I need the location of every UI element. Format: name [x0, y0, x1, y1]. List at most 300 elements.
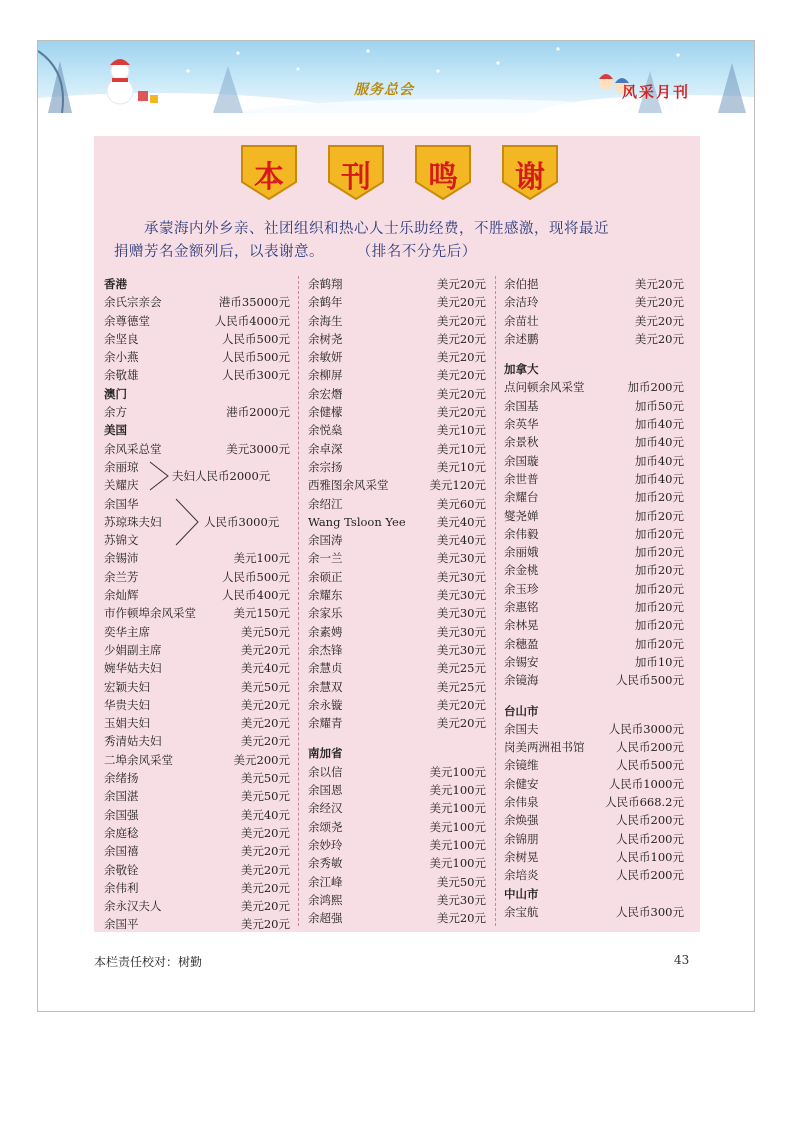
donation-entry	[104, 586, 290, 604]
donation-amount: 美元20元	[240, 697, 290, 712]
donation-amount: 美元10元	[436, 441, 486, 456]
donation-entry	[104, 861, 290, 879]
donation-amount: 人民币300元	[616, 904, 684, 919]
donation-entry	[504, 671, 684, 689]
donor-name: 余国禧	[104, 844, 139, 859]
donor-name: 苏锦文	[104, 533, 139, 548]
donor-name: 余方	[104, 405, 127, 420]
donation-amount: 人民币1000元	[608, 776, 684, 791]
donation-entry	[104, 623, 290, 641]
donation-entry	[104, 403, 290, 421]
donation-amount: 加币20元	[634, 618, 684, 633]
donation-amount: 美元20元	[240, 917, 290, 932]
title-banner	[240, 144, 560, 202]
donor-name: 奕华主席	[104, 624, 150, 639]
donation-amount: 美元40元	[436, 514, 486, 529]
donation-entry	[308, 403, 486, 421]
donor-name: 余敏妍	[308, 350, 343, 365]
donation-amount: 美元30元	[436, 642, 486, 657]
donation-entry	[504, 312, 684, 330]
region-heading: 台山市	[504, 703, 539, 718]
donation-amount: 美元25元	[436, 679, 486, 694]
donation-entry	[308, 531, 486, 549]
donor-name: 余永镟	[308, 697, 343, 712]
donation-amount: 美元20元	[436, 911, 486, 926]
donation-amount: 美元20元	[634, 313, 684, 328]
donation-amount: 人民币200元	[616, 740, 684, 755]
donor-name: 余镜海	[504, 673, 539, 688]
donation-entry	[308, 696, 486, 714]
donation-entry	[104, 879, 290, 897]
donation-amount: 美元20元	[634, 295, 684, 310]
donor-name: 余永汉夫人	[104, 899, 162, 914]
donor-name: 余颂尧	[308, 819, 343, 834]
donation-entry	[308, 836, 486, 854]
donation-amount: 美元20元	[436, 386, 486, 401]
donation-amount: 美元20元	[436, 368, 486, 383]
donation-amount: 港币35000元	[218, 295, 290, 310]
donation-amount: 人民币400元	[222, 588, 290, 603]
donation-amount: 美元100元	[429, 819, 486, 834]
brace-icon	[148, 458, 172, 494]
donor-name: 余述鹏	[504, 331, 539, 346]
donation-amount: 加币10元	[634, 654, 684, 669]
donation-entry	[504, 470, 684, 488]
donation-entry	[104, 568, 290, 586]
donation-entry	[104, 604, 290, 622]
donation-amount: 美元50元	[240, 771, 290, 786]
donation-entry	[504, 543, 684, 561]
donation-amount: 加币40元	[634, 471, 684, 486]
donor-name: 余经汉	[308, 801, 343, 816]
title-char: 刊	[341, 160, 371, 195]
donation-entry	[504, 616, 684, 634]
donor-name: 华贵夫妇	[104, 697, 150, 712]
donation-entry	[308, 623, 486, 641]
donation-amount: 美元30元	[436, 588, 486, 603]
donation-entry	[504, 635, 684, 653]
region-heading: 南加省	[308, 746, 343, 761]
donation-amount: 美元25元	[436, 661, 486, 676]
donation-entry	[104, 549, 290, 567]
donor-name: 余风采总堂	[104, 441, 162, 456]
donation-entry	[308, 293, 486, 311]
donation-amount: 美元50元	[436, 874, 486, 889]
donation-amount: 人民币200元	[616, 813, 684, 828]
donor-name: 余锡安	[504, 654, 539, 669]
donation-amount: 美元100元	[429, 801, 486, 816]
donation-amount: 美元3000元	[226, 441, 290, 456]
donation-entry	[308, 495, 486, 513]
column-divider	[495, 276, 496, 926]
donor-name: 余国夫	[504, 721, 539, 736]
donation-entry	[308, 678, 486, 696]
donor-name: 余素娉	[308, 624, 343, 639]
donation-entry	[104, 348, 290, 366]
donor-name: 宏颖夫妇	[104, 679, 150, 694]
donation-amount: 加币20元	[634, 490, 684, 505]
donation-amount: 美元20元	[240, 734, 290, 749]
donation-entry	[308, 781, 486, 799]
donor-name: 余绪扬	[104, 771, 139, 786]
donor-name: 余国湛	[104, 789, 139, 804]
donor-name: 余镜维	[504, 758, 539, 773]
donation-entry	[504, 848, 684, 866]
donation-entry	[104, 312, 290, 330]
title-char: 鸣	[428, 160, 458, 195]
donation-amount: 港币2000元	[226, 405, 290, 420]
proofreader-credit: 本栏责任校对：树勤	[94, 955, 203, 969]
intro-line-2: 捐赠芳名金额列后，以表谢意。	[114, 244, 324, 260]
donation-entry	[104, 769, 290, 787]
donor-name: 余宏熸	[308, 386, 343, 401]
donation-entry	[504, 397, 684, 415]
donation-entry	[308, 854, 486, 872]
donor-name: 余鹤年	[308, 295, 343, 310]
donor-name: 余玉珍	[504, 581, 539, 596]
donation-amount: 人民币300元	[222, 368, 290, 383]
donation-entry	[308, 641, 486, 659]
donation-amount: 美元20元	[436, 350, 486, 365]
donation-amount: 美元100元	[429, 783, 486, 798]
donation-entry	[504, 452, 684, 470]
donation-entry	[504, 433, 684, 451]
donor-name: 余健檬	[308, 405, 343, 420]
donation-amount: 人民币3000元	[204, 514, 280, 529]
donation-amount: 加币20元	[634, 545, 684, 560]
donation-amount: 美元20元	[436, 277, 486, 291]
donor-column-1	[104, 275, 290, 934]
donor-name: 余伯挹	[504, 277, 539, 291]
donation-amount: 美元50元	[240, 624, 290, 639]
donor-name: 余培炎	[504, 868, 539, 883]
donor-name: 余焕强	[504, 813, 539, 828]
magazine-title: 风采月刊	[622, 83, 691, 101]
donation-entry	[308, 873, 486, 891]
donation-entry	[504, 653, 684, 671]
intro-paragraph	[114, 218, 684, 264]
donor-name: 余小燕	[104, 350, 139, 365]
donation-entry	[504, 598, 684, 616]
donor-name: Wang Tsloon Yee	[308, 514, 406, 529]
region-heading: 澳门	[104, 386, 127, 401]
donation-entry	[104, 897, 290, 915]
donor-name: 余耀青	[308, 716, 343, 731]
donation-amount: 加币20元	[634, 581, 684, 596]
donation-amount: 美元40元	[240, 661, 290, 676]
donation-amount: 美元20元	[240, 844, 290, 859]
title-char-badge	[414, 144, 472, 200]
donor-name: 余慧贞	[308, 661, 343, 676]
donation-amount: 人民币500元	[222, 331, 290, 346]
donor-name: 余锦朋	[504, 831, 539, 846]
donation-amount: 夫妇人民币2000元	[172, 468, 271, 483]
donation-amount: 美元20元	[436, 697, 486, 712]
donation-entry	[504, 507, 684, 525]
donor-name: 余宗扬	[308, 459, 343, 474]
donation-amount: 美元20元	[240, 880, 290, 895]
donation-entry	[308, 366, 486, 384]
donation-entry	[104, 787, 290, 805]
donation-entry	[104, 732, 290, 750]
donor-name: 余氏宗亲会	[104, 295, 162, 310]
donation-amount: 美元40元	[436, 533, 486, 548]
donation-amount: 美元100元	[429, 764, 486, 779]
donation-amount: 美元20元	[634, 277, 684, 291]
donor-name: 余慧双	[308, 679, 343, 694]
donation-amount: 人民币3000元	[608, 721, 684, 736]
donor-name: 余卓深	[308, 441, 343, 456]
page-number: 43	[674, 953, 690, 967]
donation-amount: 美元20元	[240, 642, 290, 657]
donor-name: 余健安	[504, 776, 539, 791]
title-char-badge	[240, 144, 298, 200]
donor-name: 余树尧	[308, 331, 343, 346]
donation-amount: 加币50元	[634, 398, 684, 413]
donor-name: 余硕正	[308, 569, 343, 584]
donor-name: 余伟毅	[504, 526, 539, 541]
donation-entry	[308, 385, 486, 403]
donor-name: 秀清姑夫妇	[104, 734, 162, 749]
section-title: 服务总会	[354, 82, 414, 98]
donation-entry	[504, 378, 684, 396]
donation-entry	[308, 513, 486, 531]
region-heading: 美国	[104, 423, 127, 438]
donation-entry	[504, 720, 684, 738]
donation-amount: 美元50元	[240, 789, 290, 804]
donation-amount: 美元10元	[436, 459, 486, 474]
magazine-page	[37, 40, 755, 1012]
donation-amount: 美元20元	[240, 899, 290, 914]
donation-entry	[104, 293, 290, 311]
donor-name: 余庭稔	[104, 825, 139, 840]
region-heading: 中山市	[504, 886, 539, 901]
donation-amount: 加币40元	[634, 435, 684, 450]
couple-donation-entry	[104, 495, 290, 550]
donation-entry	[104, 641, 290, 659]
brace-icon	[174, 495, 204, 549]
donation-amount: 美元20元	[436, 295, 486, 310]
donation-entry	[308, 586, 486, 604]
donor-name: 苏琼珠夫妇	[104, 514, 162, 529]
title-char-badge	[327, 144, 385, 200]
donor-name: 余伟利	[104, 880, 139, 895]
donation-entry	[308, 275, 486, 293]
donation-entry	[104, 678, 290, 696]
donation-amount: 美元20元	[436, 405, 486, 420]
donation-amount: 美元30元	[436, 892, 486, 907]
donor-name: 余英华	[504, 417, 539, 432]
donation-entry	[308, 421, 486, 439]
donation-amount: 加币20元	[634, 526, 684, 541]
donor-name: 岗美两洲祖书馆	[504, 740, 585, 755]
donation-entry	[104, 751, 290, 769]
donation-amount: 美元100元	[429, 837, 486, 852]
donation-entry	[104, 696, 290, 714]
donation-entry	[308, 458, 486, 476]
donation-amount: 人民币668.2元	[605, 795, 684, 810]
donation-entry	[504, 775, 684, 793]
donation-amount: 加币40元	[634, 453, 684, 468]
donation-entry	[504, 866, 684, 884]
donation-entry	[104, 440, 290, 458]
donation-amount: 美元20元	[436, 331, 486, 346]
donor-name: 余灿辉	[104, 588, 139, 603]
donation-amount: 加币20元	[634, 563, 684, 578]
donation-entry	[504, 811, 684, 829]
donation-amount: 加币20元	[634, 508, 684, 523]
donor-name: 余国璇	[504, 453, 539, 468]
donation-amount: 美元30元	[436, 551, 486, 566]
donation-amount: 美元20元	[634, 331, 684, 346]
donation-entry	[308, 714, 486, 732]
donation-entry	[504, 738, 684, 756]
donation-amount: 美元30元	[436, 569, 486, 584]
donation-amount: 人民币200元	[616, 831, 684, 846]
donor-name: 余江峰	[308, 874, 343, 889]
donation-entry	[308, 568, 486, 586]
donor-name: 玉娟夫妇	[104, 716, 150, 731]
intro-line-1: 承蒙海内外乡亲、社团组织和热心人士乐助经费，不胜感激，现将最近	[144, 221, 609, 237]
donor-name: 余丽琼	[104, 459, 139, 474]
donation-amount: 美元150元	[233, 606, 290, 621]
donor-name: 余以信	[308, 764, 343, 779]
donation-entry	[504, 488, 684, 506]
donor-name: 余绍江	[308, 496, 343, 511]
donor-name: 余宝航	[504, 904, 539, 919]
couple-donation-entry	[104, 458, 290, 495]
donation-amount: 美元120元	[429, 478, 486, 493]
donation-entry	[308, 799, 486, 817]
donor-column-3	[504, 275, 684, 921]
donor-name: 余兰芳	[104, 569, 139, 584]
donation-entry	[504, 293, 684, 311]
ordering-note: （排名不分先后）	[364, 244, 477, 260]
donor-name: 余伟泉	[504, 795, 539, 810]
donor-name: 余金桃	[504, 563, 539, 578]
donation-entry	[504, 830, 684, 848]
donor-name: 余苗壮	[504, 313, 539, 328]
title-char-badge	[501, 144, 559, 200]
donation-entry	[308, 549, 486, 567]
donor-name: 余树晃	[504, 849, 539, 864]
donor-name: 市作顿埠余风采堂	[104, 606, 196, 621]
donation-amount: 美元20元	[240, 862, 290, 877]
donor-name: 余敬铨	[104, 862, 139, 877]
donation-amount: 美元60元	[436, 496, 486, 511]
donation-amount: 人民币500元	[222, 350, 290, 365]
donation-amount: 美元100元	[429, 856, 486, 871]
donation-entry	[504, 903, 684, 921]
donation-entry	[504, 580, 684, 598]
donor-name: 余悦燊	[308, 423, 343, 438]
donor-name: 余洁玲	[504, 295, 539, 310]
donation-entry	[308, 763, 486, 781]
donation-entry	[104, 915, 290, 933]
donor-name: 余国基	[504, 398, 539, 413]
donation-entry	[104, 366, 290, 384]
donation-amount: 美元20元	[436, 716, 486, 731]
donor-name: 余林晃	[504, 618, 539, 633]
donation-amount: 人民币500元	[616, 673, 684, 688]
donation-amount: 美元100元	[233, 551, 290, 566]
donation-entry	[308, 330, 486, 348]
donation-entry	[504, 275, 684, 293]
donor-name: 余国华	[104, 496, 139, 511]
donor-name: 余国涛	[308, 533, 343, 548]
donation-amount: 加币40元	[634, 417, 684, 432]
donation-entry	[308, 909, 486, 927]
donor-name: 余世普	[504, 471, 539, 486]
donation-amount: 美元30元	[436, 624, 486, 639]
donor-name: 少娟副主席	[104, 642, 162, 657]
donation-entry	[308, 312, 486, 330]
donation-entry	[104, 842, 290, 860]
donation-entry	[308, 476, 486, 494]
donor-name: 余锡沛	[104, 551, 139, 566]
donation-amount: 人民币4000元	[214, 313, 290, 328]
donor-name: 余丽娥	[504, 545, 539, 560]
donor-name: 余海生	[308, 313, 343, 328]
donor-name: 余穗盈	[504, 636, 539, 651]
donation-amount: 美元200元	[233, 752, 290, 767]
donor-name: 余超强	[308, 911, 343, 926]
donor-name: 余杰锋	[308, 642, 343, 657]
winter-banner	[38, 41, 755, 113]
donor-column-2	[308, 275, 486, 927]
acknowledgement-panel	[94, 136, 700, 932]
donation-amount: 美元50元	[240, 679, 290, 694]
donation-amount: 人民币500元	[222, 569, 290, 584]
donor-name: 余敬雄	[104, 368, 139, 383]
donation-entry	[104, 659, 290, 677]
donor-name: 余耀东	[308, 588, 343, 603]
donor-name: 余秀敏	[308, 856, 343, 871]
donation-entry	[308, 604, 486, 622]
donation-amount: 人民币200元	[616, 868, 684, 883]
donation-entry	[504, 793, 684, 811]
donation-entry	[504, 525, 684, 543]
donation-entry	[308, 891, 486, 909]
donation-amount: 美元30元	[436, 606, 486, 621]
title-char: 本	[254, 160, 284, 195]
donor-name: 关耀庆	[104, 478, 139, 493]
donor-name: 余鸿熙	[308, 892, 343, 907]
donor-name: 余鹤翔	[308, 277, 343, 291]
donor-name: 余国强	[104, 807, 139, 822]
donor-name: 余妙玲	[308, 837, 343, 852]
donor-name: 余惠铭	[504, 600, 539, 615]
donation-amount: 美元20元	[240, 825, 290, 840]
donation-amount: 美元40元	[240, 807, 290, 822]
donor-name: 余景秋	[504, 435, 539, 450]
donor-name: 余一兰	[308, 551, 343, 566]
donor-name: 燮尧婵	[504, 508, 539, 523]
donor-name: 余尊德堂	[104, 313, 150, 328]
donor-name: 西雅图余风采堂	[308, 478, 389, 493]
donation-entry	[308, 348, 486, 366]
donor-name: 余柳屏	[308, 368, 343, 383]
donation-amount: 美元10元	[436, 423, 486, 438]
donation-amount: 美元20元	[436, 313, 486, 328]
donor-name: 余国平	[104, 917, 139, 932]
donation-entry	[504, 330, 684, 348]
donation-amount: 加币20元	[634, 636, 684, 651]
donor-name: 余坚良	[104, 331, 139, 346]
region-heading: 香港	[104, 277, 127, 291]
donation-amount: 加币20元	[634, 600, 684, 615]
donation-entry	[504, 415, 684, 433]
